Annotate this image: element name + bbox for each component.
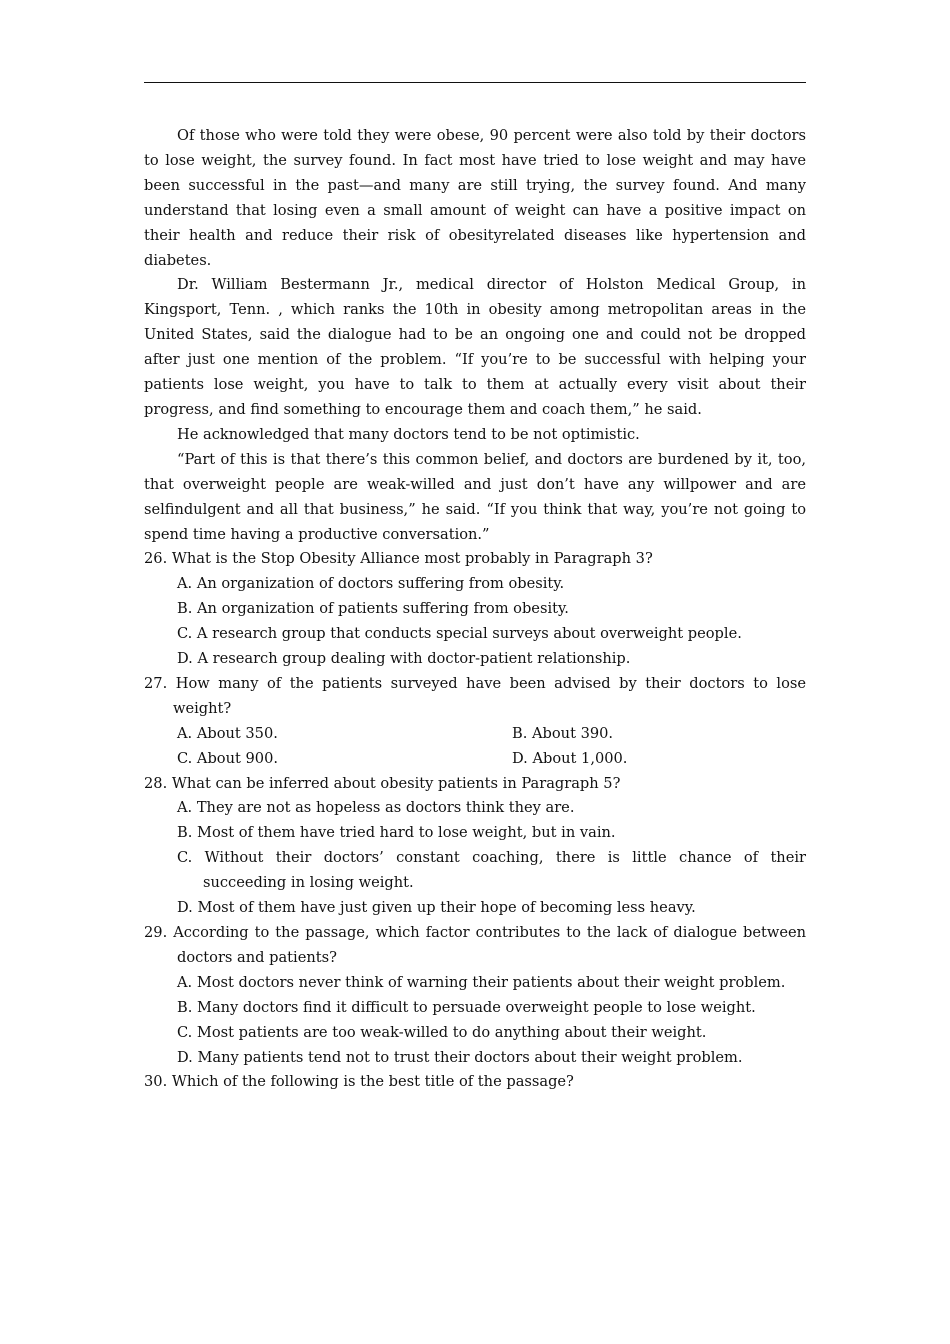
option-row — [144, 722, 806, 747]
option-b: B. Many doctors find it difficult to persuade overweight people to lose weight. — [177, 998, 756, 1016]
question-stem: 30. Which of the following is the best title of the passage? — [144, 1073, 574, 1091]
option-d: D. About 1,000. — [512, 749, 628, 767]
option-a: A. About 350. — [177, 724, 278, 742]
option-c: C. Without their doctors’ constant coaching, there is little chance of their succeeding in losing weight. — [177, 849, 806, 892]
passage-paragraph: He acknowledged that many doctors tend to be not optimistic. — [177, 425, 640, 443]
question-stem: 28. What can be inferred about obesity patients in Paragraph 5? — [144, 774, 621, 792]
option-d: D. Most of them have just given up their hope of becoming less heavy. — [177, 899, 696, 917]
document-body — [144, 124, 806, 1095]
option-c: C. About 900. — [177, 749, 278, 767]
header-rule — [144, 82, 806, 83]
option-b: B. About 390. — [512, 724, 614, 742]
question-stem: 29. According to the passage, which factor contributes to the lack of dialogue between doctors and patients? — [144, 924, 806, 966]
question-30 — [144, 1070, 806, 1095]
option-c: C. Most patients are too weak-willed to do anything about their weight. — [177, 1023, 707, 1041]
passage-paragraph: Of those who were told they were obese, 90 percent were also told by their doctors to lose weight, the survey found. In fact most have tried to lose weight and may have been successful in the past—and many are still trying, the survey found. And many understand that losing even a small amount of weight can have a positive impact on their health and reduce their risk of obesityrelated diseases like hypertension and diabetes. — [144, 127, 806, 269]
option-b: B. An organization of patients suffering from obesity. — [177, 600, 569, 618]
option-d: D. Many patients tend not to trust their doctors about their weight problem. — [177, 1048, 743, 1066]
option-a: A. They are not as hopeless as doctors think they are. — [177, 799, 575, 817]
question-27 — [144, 672, 806, 772]
option-a: A. Most doctors never think of warning their patients about their weight problem. — [177, 973, 786, 991]
passage-paragraph: “Part of this is that there’s this common belief, and doctors are burdened by it, too, that overweight people are weak-willed and just don’t have any willpower and are selfindulgent and all that business,” he said. “If you think that way, you’re not going to spend time having a productive conversation.” — [144, 450, 806, 543]
question-28 — [144, 772, 806, 921]
option-row — [144, 747, 806, 772]
question-stem: 26. What is the Stop Obesity Alliance most probably in Paragraph 3? — [144, 550, 653, 568]
option-b: B. Most of them have tried hard to lose weight, but in vain. — [177, 824, 616, 842]
option-c: C. A research group that conducts special surveys about overweight people. — [177, 625, 742, 643]
passage-paragraph: Dr. William Bestermann Jr., medical director of Holston Medical Group, in Kingsport, Tenn. , which ranks the 10th in obesity among metropolitan areas in the United States, said the dialogue had to be an ongoing one and could not be dropped after just one mention of the problem. “If you’re to be successful with helping your patients lose weight, you have to talk to them at actually every visit about their progress, and find something to encourage them and coach them,” he said. — [144, 276, 806, 418]
option-a: A. An organization of doctors suffering from obesity. — [177, 575, 565, 593]
question-26 — [144, 547, 806, 672]
option-d: D. A research group dealing with doctor-patient relationship. — [177, 650, 631, 668]
question-stem: 27. How many of the patients surveyed have been advised by their doctors to lose weight? — [144, 674, 806, 717]
question-29 — [144, 921, 806, 1070]
